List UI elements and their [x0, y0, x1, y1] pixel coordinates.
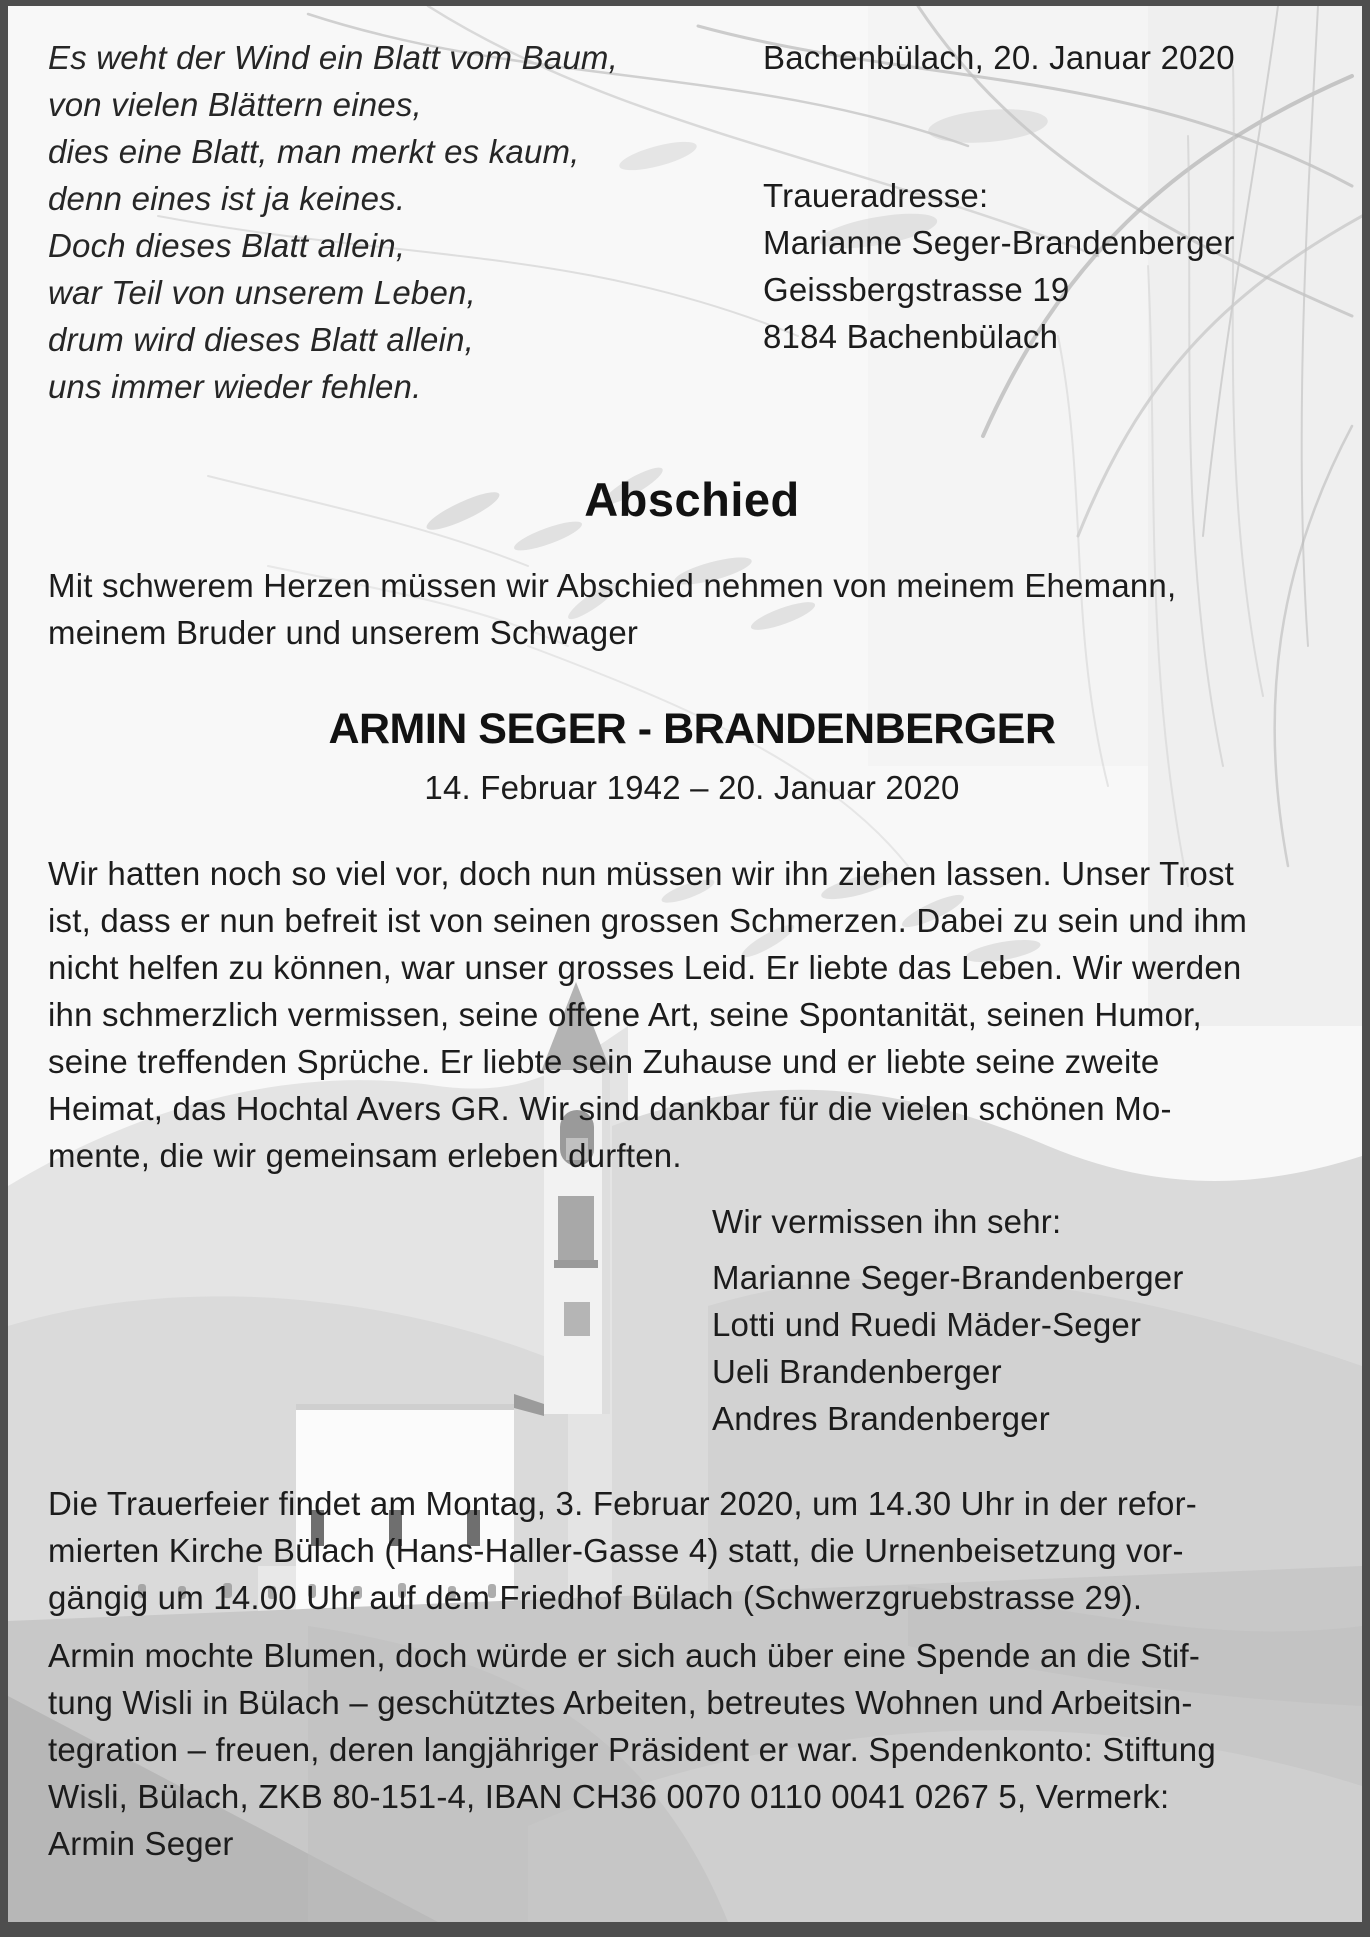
- deceased-name: ARMIN SEGER - BRANDENBERGER: [328, 705, 1056, 753]
- text-line: seine treffenden Sprüche. Er liebte sein Zuhause und er liebte seine zweite: [48, 1043, 1160, 1080]
- mourning-address-block: [763, 172, 1235, 360]
- text-line: Doch dieses Blatt allein,: [48, 227, 406, 264]
- text-line: uns immer wieder fehlen.: [48, 368, 422, 405]
- poem: [48, 34, 618, 410]
- text-line: gängig um 14.00 Uhr auf dem Friedhof Bülach (Schwerzgruebstrasse 29).: [48, 1579, 1143, 1616]
- text-line: tung Wisli in Bülach – geschütztes Arbeiten, betreutes Wohnen und Arbeitsin-: [48, 1684, 1193, 1721]
- text-line: von vielen Blättern eines,: [48, 86, 422, 123]
- tribute-paragraph: [48, 850, 1336, 1179]
- place-date-line: Bachenbülach, 20. Januar 2020: [763, 39, 1235, 76]
- text-line: Die Trauerfeier findet am Montag, 3. Februar 2020, um 14.30 Uhr in der refor-: [48, 1485, 1197, 1522]
- mourners-names: [712, 1254, 1184, 1442]
- text-line: meinem Bruder und unserem Schwager: [48, 614, 639, 651]
- text-line: denn eines ist ja keines.: [48, 180, 406, 217]
- text-line: Wisli, Bülach, ZKB 80-151-4, IBAN CH36 0070 0110 0041 0267 5, Vermerk:: [48, 1778, 1170, 1815]
- text-line: mente, die wir gemeinsam erleben durften.: [48, 1137, 682, 1174]
- text-line: Armin Seger: [48, 1825, 234, 1862]
- text-line: Marianne Seger-Brandenberger: [763, 224, 1235, 261]
- mourners-header: Wir vermissen ihn sehr:: [712, 1203, 1062, 1240]
- text-line: nicht helfen zu können, war unser grosses Leid. Er liebte das Leben. Wir werden: [48, 949, 1242, 986]
- text-line: Wir hatten noch so viel vor, doch nun müssen wir ihn ziehen lassen. Unser Trost: [48, 855, 1235, 892]
- text-line: ist, dass er nun befreit ist von seinen grossen Schmerzen. Dabei zu sein und ihm: [48, 902, 1248, 939]
- text-line: tegration – freuen, deren langjähriger Präsident er war. Spendenkonto: Stiftung: [48, 1731, 1216, 1768]
- text-line: 8184 Bachenbülach: [763, 318, 1059, 355]
- text-line: Es weht der Wind ein Blatt vom Baum,: [48, 39, 618, 76]
- text-line: dies eine Blatt, man merkt es kaum,: [48, 133, 580, 170]
- text-line: Ueli Brandenberger: [712, 1353, 1002, 1390]
- donation-paragraph: [48, 1632, 1336, 1867]
- text-line: Geissbergstrasse 19: [763, 271, 1070, 308]
- obituary-page: [8, 6, 1362, 1922]
- text-line: drum wird dieses Blatt allein,: [48, 321, 475, 358]
- text-line: mierten Kirche Bülach (Hans-Haller-Gasse 4) statt, die Urnenbeisetzung vor-: [48, 1532, 1184, 1569]
- text-line: Andres Brandenberger: [712, 1400, 1050, 1437]
- text-line: Lotti und Ruedi Mäder-Seger: [712, 1306, 1142, 1343]
- mourning-address-label: Traueradresse:: [763, 177, 989, 214]
- intro-paragraph: [48, 562, 1336, 656]
- text-line: ihn schmerzlich vermissen, seine offene Art, seine Spontanität, seinen Humor,: [48, 996, 1202, 1033]
- funeral-paragraph: [48, 1480, 1336, 1621]
- deceased-dates: 14. Februar 1942 – 20. Januar 2020: [424, 769, 960, 806]
- page-title: Abschied: [584, 473, 800, 526]
- text-line: Mit schwerem Herzen müssen wir Abschied nehmen von meinem Ehemann,: [48, 567, 1177, 604]
- text-line: Armin mochte Blumen, doch würde er sich auch über eine Spende an die Stif-: [48, 1637, 1201, 1674]
- mourning-address-lines: [763, 219, 1235, 360]
- mourners-block: [712, 1198, 1184, 1442]
- text-line: Marianne Seger-Brandenberger: [712, 1259, 1184, 1296]
- text-line: war Teil von unserem Leben,: [48, 274, 476, 311]
- text-line: Heimat, das Hochtal Avers GR. Wir sind dankbar für die vielen schönen Mo-: [48, 1090, 1172, 1127]
